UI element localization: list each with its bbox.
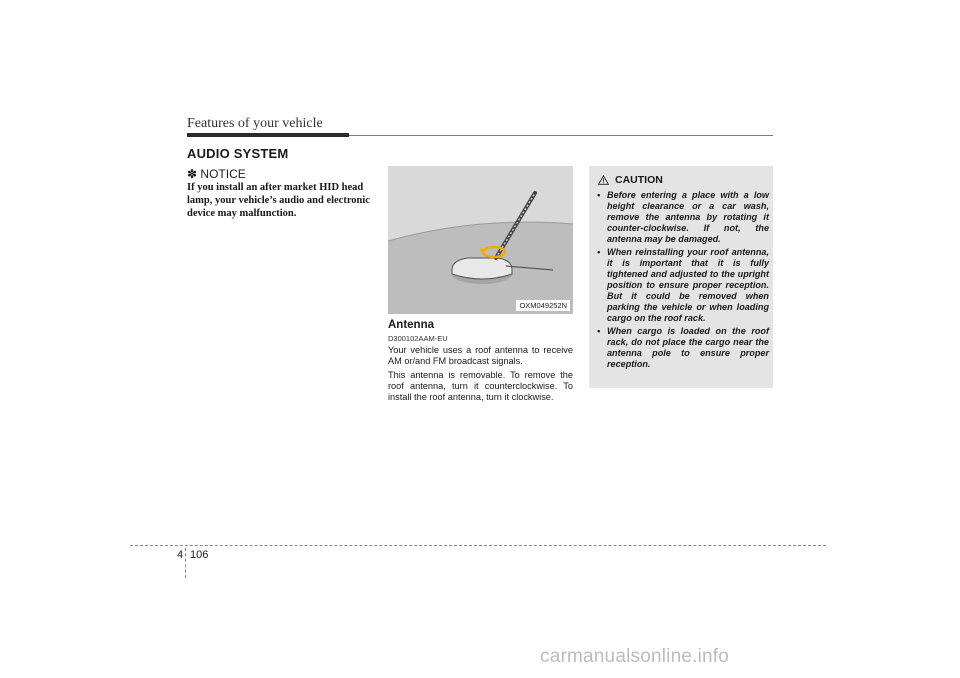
caution-box — [589, 166, 773, 388]
caution-item: • Before entering a place with a low height clearance or a car wash, remove the antenna by rotating it counter-clockwise. If not, the antenna may be damaged. — [597, 190, 769, 244]
notice-icon: ✽ — [187, 167, 198, 181]
antenna-illustration — [388, 166, 573, 314]
antenna-drawing — [388, 166, 573, 314]
footer-divider — [185, 548, 186, 578]
antenna-heading: Antenna — [388, 319, 434, 331]
watermark: carmanualsonline.info — [540, 646, 730, 667]
caution-heading — [598, 174, 663, 186]
caution-title: CAUTION — [615, 174, 663, 186]
notice-title: NOTICE — [200, 167, 246, 181]
caution-list — [597, 190, 769, 372]
notice-body: If you install an after market HID head lamp, your vehicle’s audio and electronic device may malfunction. — [187, 182, 370, 219]
warning-triangle-icon — [598, 175, 609, 185]
header-title: Features of your vehicle — [187, 116, 323, 131]
antenna-paragraph: Your vehicle uses a roof antenna to receive AM or/and FM broadcast signals. — [388, 345, 573, 366]
header-rule-dark — [187, 133, 349, 137]
footer-rule — [130, 545, 826, 546]
section-title: AUDIO SYSTEM — [187, 146, 289, 161]
figure-code: OXM049252N — [516, 300, 570, 311]
chapter-number: 4 — [177, 549, 184, 561]
antenna-code: D300102AAM-EU — [388, 334, 448, 343]
page-number: 106 — [190, 549, 209, 561]
caution-item: • When cargo is loaded on the roof rack, do not place the cargo near the antenna pole to ensure proper reception. — [597, 326, 769, 369]
antenna-paragraph: This antenna is removable. To remove the roof antenna, turn it counterclockwise. To install the roof antenna, turn it clockwise. — [388, 370, 573, 402]
header-rule — [349, 135, 773, 136]
caution-item: • When reinstalling your roof antenna, it is important that it is fully tightened and adjusted to the upright position to ensure proper reception. But it could be removed when parking the vehicle or when loading cargo on the roof rack. — [597, 247, 769, 323]
notice-heading — [187, 167, 246, 181]
